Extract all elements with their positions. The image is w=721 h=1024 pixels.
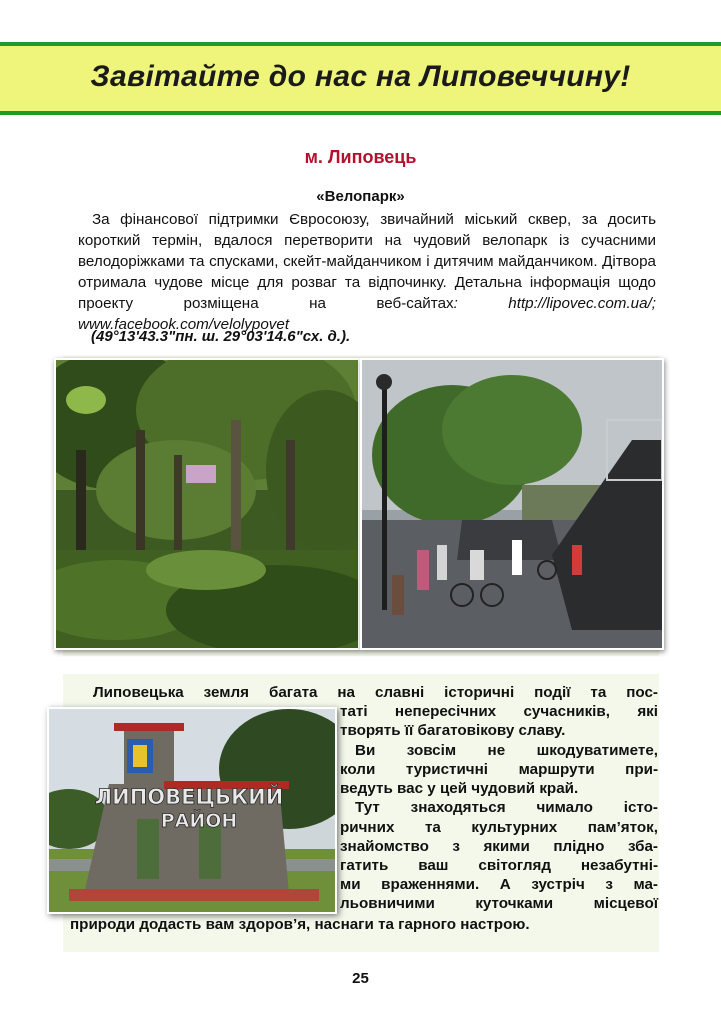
- bottom-line-9: знайомство з якими плідно зба-: [340, 838, 658, 855]
- park-photo: [54, 358, 360, 650]
- velopark-paragraph: [78, 209, 656, 335]
- city-heading: м. Липовець: [304, 147, 417, 167]
- bottom-line-13: природи додасть вам здоров’я, наснаги та гарного настрою.: [70, 916, 530, 933]
- bottom-line-6: ведуть вас у цей чудовий край.: [340, 780, 579, 797]
- bottom-line-2: таті непересічних сучасників, які: [340, 703, 658, 720]
- sign-line1: ЛИПОВЕЦЬКИЙ: [94, 785, 284, 809]
- bottom-line-10: гатить ваш світогляд незабутні-: [340, 857, 658, 874]
- paragraph-text: За фінансової підтримки Євросоюзу, звичайний міський сквер, за досить короткий термін, вдалося перетворити на чудовий велопарк із сучасними велодоріжками та спусками, скейт-майданчиком і дитячим майданчиком. Дітвора отримала чудове місце для розваг та відпочинку. Детальна інформація щодо проекту розміщена на веб-сайтах: [78, 211, 656, 312]
- bottom-line-4: Ви зовсім не шкодуватимете,: [355, 742, 658, 759]
- section-subtitle: «Велопарк»: [316, 188, 405, 205]
- bottom-line-7: Тут знаходяться чимало істо-: [355, 799, 658, 816]
- sign-line2: РАЙОН: [160, 810, 238, 832]
- banner-title: Завітайте до нас на Липовеччину!: [90, 60, 631, 93]
- website-links: : http://lipovec.com.ua/; www.facebook.com/velolypovet: [78, 295, 657, 333]
- title-banner: [0, 42, 721, 115]
- bottom-line-5: коли туристичні маршрути при-: [340, 761, 658, 778]
- page-number: 25: [352, 970, 369, 987]
- bottom-line-12: льовничими куточками місцевої: [340, 895, 658, 912]
- bottom-line-1: Липовецька земля багата на славні історичні події та пос-: [93, 684, 658, 701]
- district-sign-photo: [47, 707, 337, 914]
- bottom-line-8: ричних та культурних пам’яток,: [340, 819, 658, 836]
- bottom-line-3: творять її багатовікову славу.: [340, 722, 566, 739]
- skatepark-photo: [360, 358, 664, 650]
- coordinates: (49°13'43.3"пн. ш. 29°03'14.6"сх. д.).: [91, 328, 351, 345]
- bottom-line-11: ми враженнями. А зустріч з ма-: [340, 876, 658, 893]
